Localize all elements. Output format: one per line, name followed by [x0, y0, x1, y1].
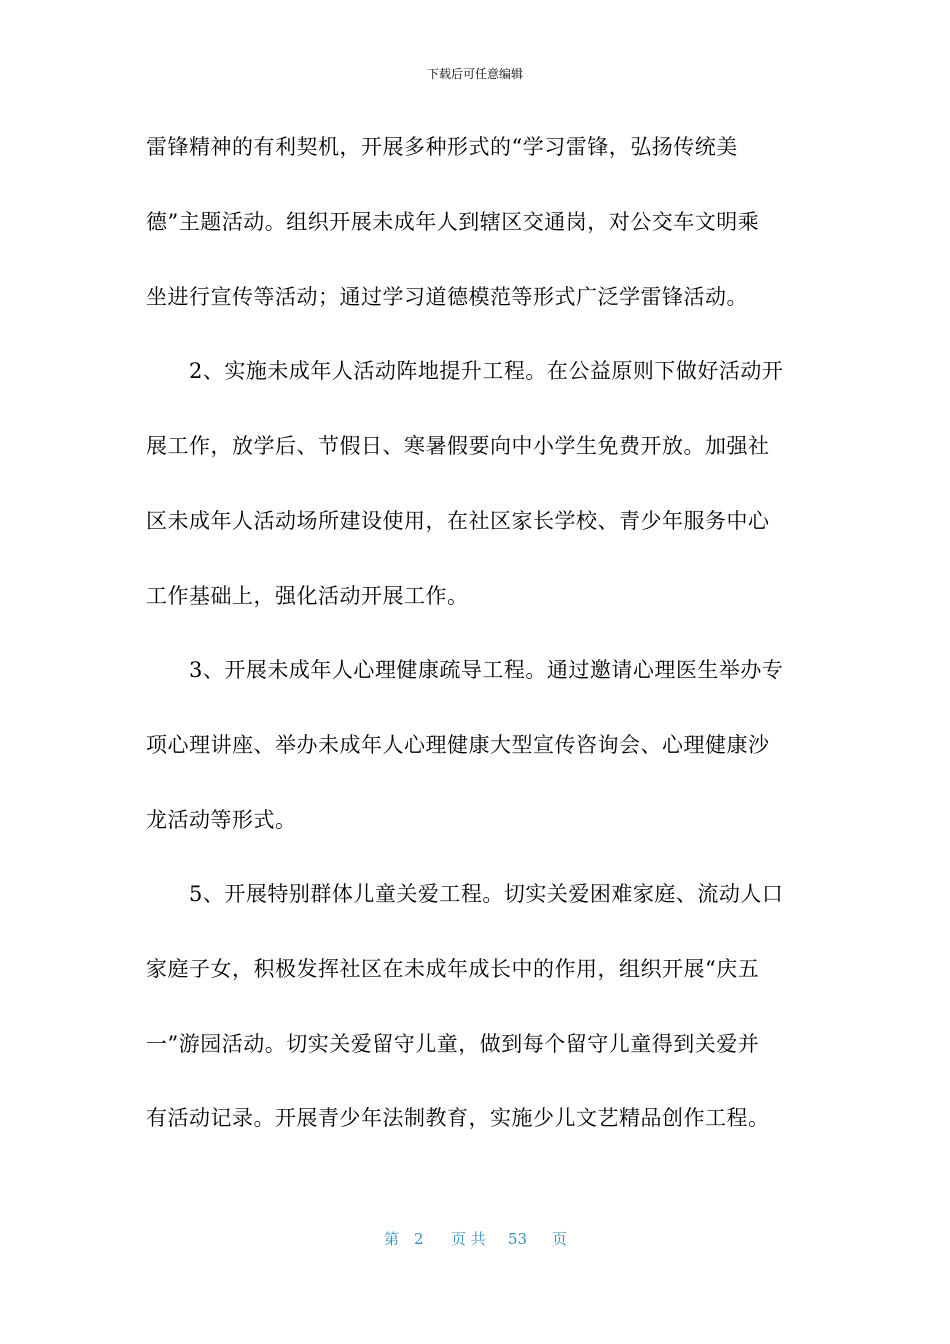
body-line: 一”游园活动。切实关爱留守儿童，做到每个留守儿童得到关爱并 [146, 1032, 760, 1056]
footer-di: 第 [384, 1230, 400, 1248]
body-line: 有活动记录。开展青少年法制教育，实施少儿文艺精品创作工程。 [146, 1106, 770, 1130]
footer-ye: 页 [552, 1230, 568, 1248]
footer-total-pages: 53 [508, 1230, 528, 1248]
body-line: 雷锋精神的有利契机，开展多种形式的“学习雷锋，弘扬传统美 [146, 135, 738, 159]
body-line: 3、开展未成年人心理健康疏导工程。通过邀请心理医生举办专 [146, 658, 784, 682]
body-line: 项心理讲座、举办未成年人心理健康大型宣传咨询会、心理健康沙 [146, 733, 770, 757]
body-line: 坐进行宣传等活动；通过学习道德模范等形式广泛学雷锋活动。 [146, 285, 748, 309]
footer-page-number: 2 [414, 1230, 424, 1248]
body-line: 区未成年人活动场所建设使用，在社区家长学校、青少年服务中心 [146, 509, 770, 533]
body-line: 展工作，放学后、节假日、寒暑假要向中小学生免费开放。加强社 [146, 434, 770, 458]
page-header: 下载后可任意编辑 [426, 67, 523, 81]
body-line: 5、开展特别群体儿童关爱工程。切实关爱困难家庭、流动人口 [146, 882, 784, 906]
body-line: 家庭子女，积极发挥社区在未成年成长中的作用，组织开展“庆五 [146, 957, 760, 981]
footer-ye-gong: 页 共 [451, 1230, 486, 1248]
body-line: 工作基础上，强化活动开展工作。 [146, 584, 469, 608]
body-line: 德”主题活动。组织开展未成年人到辖区交通岗，对公交车文明乘 [146, 210, 760, 234]
body-line: 2、实施未成年人活动阵地提升工程。在公益原则下做好活动开 [146, 359, 784, 383]
body-line: 龙活动等形式。 [146, 808, 297, 832]
